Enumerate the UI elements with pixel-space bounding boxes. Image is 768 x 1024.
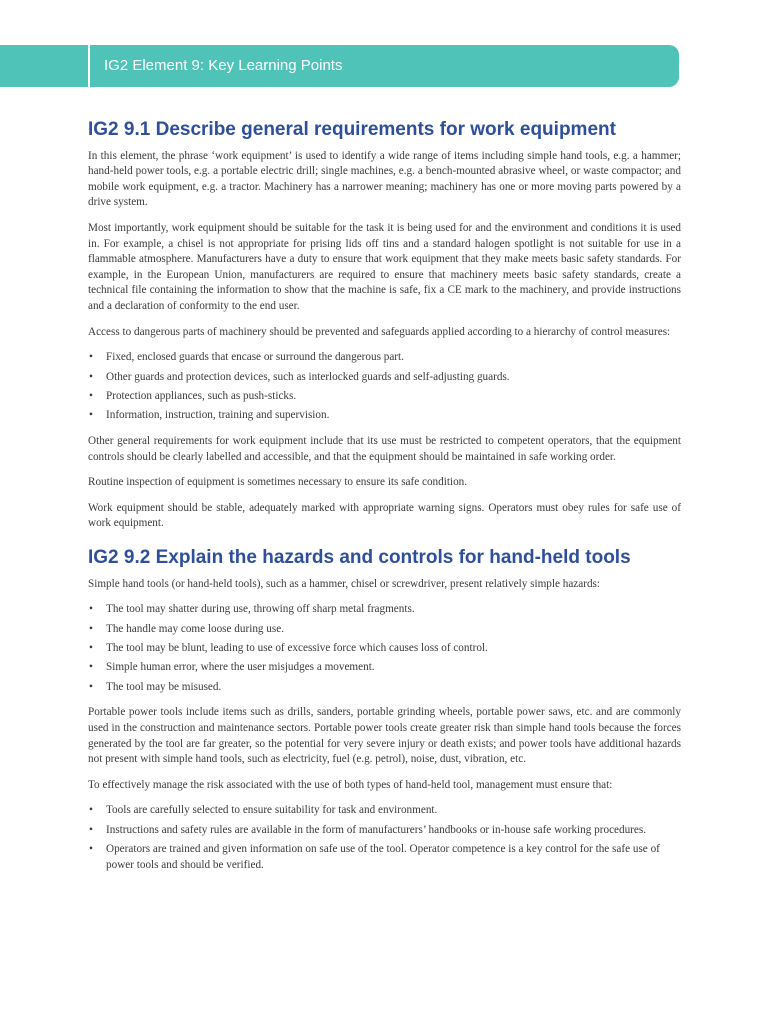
header-title: IG2 Element 9: Key Learning Points [104,57,343,74]
list-item: • The tool may shatter during use, throwing off sharp metal fragments. [88,602,681,618]
header-divider [88,45,90,87]
list-item: • Fixed, enclosed guards that encase or surround the dangerous part. [88,350,681,366]
paragraph: In this element, the phrase ‘work equipment’ is used to identify a wide range of items including simple hand tools, e.g. a hammer; hand-held power tools, e.g. a portable electric drill; single machines, e.g. a bench-mounted abrasive wheel, or waste compactor; and mobile work equipment, e.g. a tractor. Machinery has a narrower meaning; machinery has one or more moving parts powered by a drive system. [88,149,681,209]
paragraph: Most importantly, work equipment should be suitable for the task it is being used for and the environment and conditions it is used in. For example, a chisel is not appropriate for prising lids off tins and a standard halogen spotlight is not suitable for use in a flammable atmosphere. Manufacturers have a duty to ensure that work equipment that they make meets basic safety standards. For example, in the European Union, manufacturers are required to ensure that machinery meets basic safety standards, create a technical file containing the information to show that the machine is safe, fix a CE mark to the machinery, and provide instructions and a declaration of conformity to the end user. [88,222,681,313]
paragraph: Routine inspection of equipment is sometimes necessary to ensure its safe condition. [88,476,468,489]
list-item: • Operators are trained and given information on safe use of the tool. Operator competence is a key control for the safe use of power tools and should be verified. [88,842,681,873]
section-heading-9-1: IG2 9.1 Describe general requirements for work equipment [88,119,616,140]
list-item: • The tool may be misused. [88,680,681,696]
list-item: • Information, instruction, training and supervision. [88,408,681,424]
paragraph: Access to dangerous parts of machinery should be prevented and safeguards applied according to a hierarchy of control measures: [88,325,671,338]
header-band [0,45,679,87]
list-item: • Simple human error, where the user misjudges a movement. [88,660,681,676]
list-item: • Tools are carefully selected to ensure suitability for task and environment. [88,803,681,819]
page-content [88,118,681,883]
list-item: • Other guards and protection devices, such as interlocked guards and self-adjusting guards. [88,370,681,386]
paragraph: Portable power tools include items such as drills, sanders, portable grinding wheels, portable power saws, etc. and are commonly used in the construction and maintenance sectors. Portable power tools create greater risk than simple hand tools because the forces generated by the tool are far greater, so the potential for very severe injury or death exists; and power tools have additional hazards not present with simple hand tools, such as electricity, fuel (e.g. petrol), noise, dust, vibration, etc. [88,706,681,766]
list-item: • Protection appliances, such as push-sticks. [88,389,681,405]
paragraph: To effectively manage the risk associated with the use of both types of hand-held tool, management must ensure that: [88,778,613,791]
paragraph: Other general requirements for work equipment include that its use must be restricted to competent operators, that the equipment controls should be clearly labelled and accessible, and that the equipment should be maintained in safe working order. [88,434,681,463]
list-item: • The tool may be blunt, leading to use of excessive force which causes loss of control. [88,641,681,657]
list-item: • The handle may come loose during use. [88,622,681,638]
bullet-list [88,602,681,695]
section-heading-9-2: IG2 9.2 Explain the hazards and controls for hand-held tools [88,546,631,568]
paragraph: Work equipment should be stable, adequately marked with appropriate warning signs. Operators must obey rules for safe use of work equipment. [88,501,681,530]
list-item: • Instructions and safety rules are available in the form of manufacturers’ handbooks or in-house safe working procedures. [88,823,681,839]
bullet-list [88,350,681,424]
bullet-list [88,803,681,873]
paragraph: Simple hand tools (or hand-held tools), such as a hammer, chisel or screwdriver, present relatively simple hazards: [88,577,601,590]
